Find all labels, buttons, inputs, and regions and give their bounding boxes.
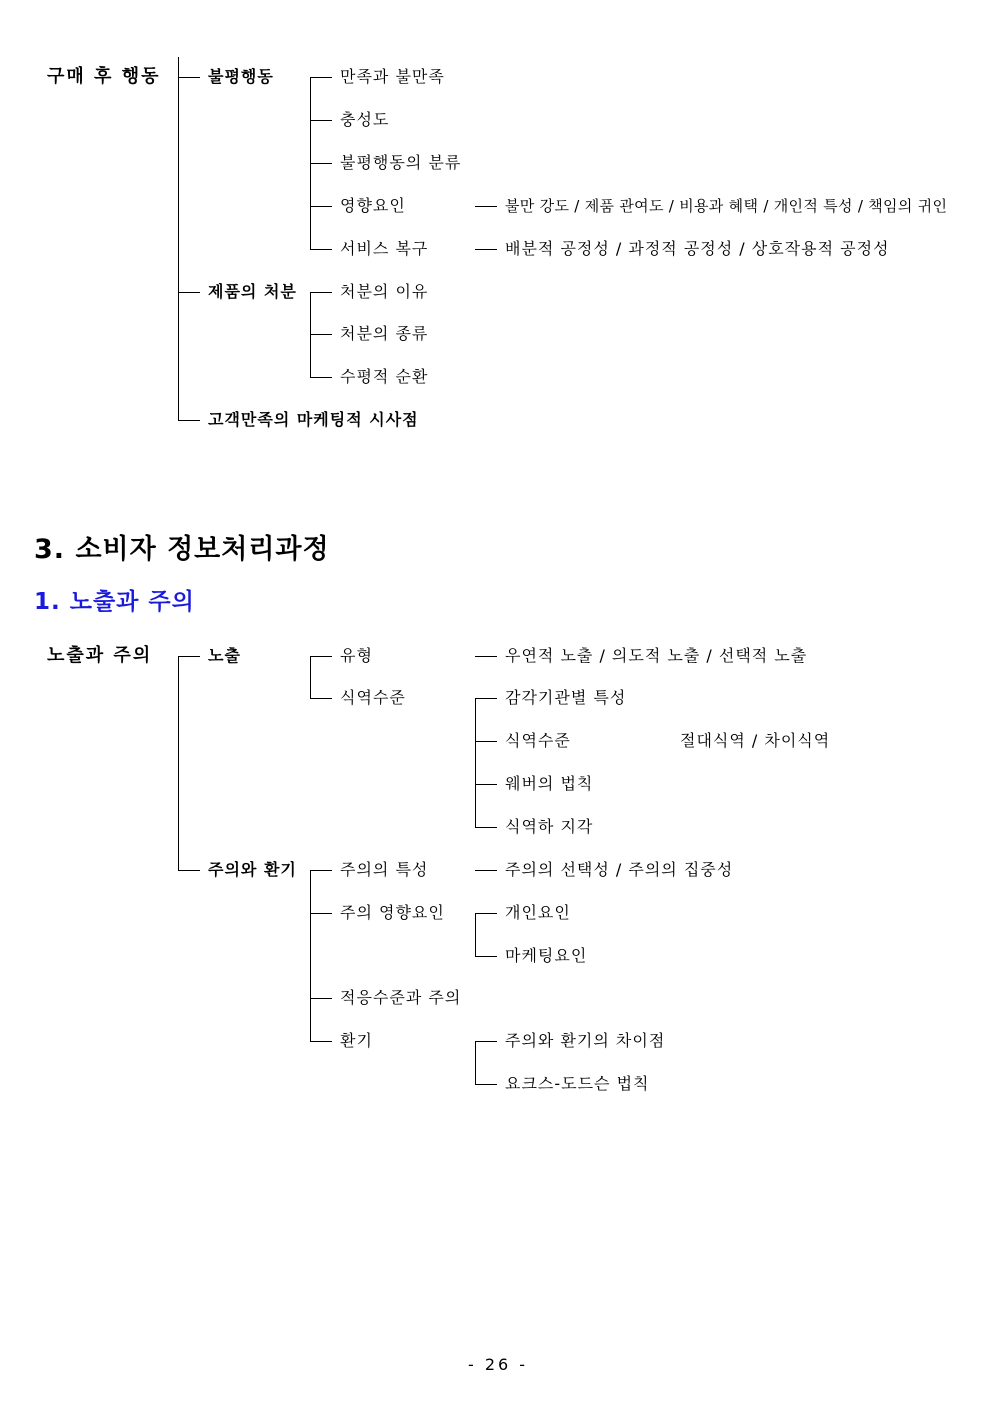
node-influence-factors: 영향요인 [340,196,406,215]
node-weber-law: 웨버의 법칙 [505,774,594,793]
node-attention-traits: 주의의 특성 [340,860,429,879]
connector [178,656,179,870]
node-sensory-traits: 감각기관별 특성 [505,688,627,707]
detail-attention-traits: 주의의 선택성 / 주의의 집중성 [505,860,734,879]
connector [178,57,179,421]
connector [310,1041,332,1042]
connector [310,913,332,914]
connector [475,656,497,657]
node-yerkes-dodson: 요크스-도드슨 법칙 [505,1074,650,1093]
connector [310,870,311,1041]
connector [310,163,332,164]
node-marketing-factors: 마케팅요인 [505,946,588,965]
node-subliminal-perception: 식역하 지각 [505,817,594,836]
connector [310,77,332,78]
node-complaint-classification: 불평행동의 분류 [340,153,462,172]
node-attention-factors: 주의 영향요인 [340,903,445,922]
detail-exposure-type: 우연적 노출 / 의도적 노출 / 선택적 노출 [505,646,808,665]
connector [178,77,200,78]
connector [475,913,497,914]
detail-influence-factors: 불만 강도 / 제품 관여도 / 비용과 혜택 / 개인적 특성 / 책임의 귀인 [505,197,948,215]
connector [475,956,497,957]
connector [178,292,200,293]
chapter-heading: 3. 소비자 정보처리과정 [34,534,330,565]
tree-root-exposure-attention: 노출과 주의 [47,645,153,666]
connector [178,656,200,657]
connector [310,292,332,293]
node-threshold-level: 식역수준 [340,688,406,707]
node-loyalty: 충성도 [340,110,390,129]
connector [178,420,200,421]
subsection-heading: 1. 노출과 주의 [34,589,195,615]
connector [178,870,200,871]
branch-complaint-behavior: 불평행동 [208,67,274,86]
node-attention-arousal-diff: 주의와 환기의 차이점 [505,1031,666,1050]
tree-root-post-purchase: 구매 후 행동 [47,66,161,87]
connector [475,249,497,250]
connector [310,656,332,657]
node-disposal-type: 처분의 종류 [340,324,429,343]
connector [475,741,497,742]
connector [475,913,476,956]
connector [475,1041,497,1042]
connector [475,698,497,699]
node-personal-factors: 개인요인 [505,903,571,922]
connector [310,870,332,871]
connector [310,656,311,698]
connector [475,870,497,871]
connector [310,206,332,207]
connector [475,698,476,828]
connector [475,827,497,828]
connector [475,784,497,785]
node-lateral-cycling: 수평적 순환 [340,367,429,386]
branch-product-disposal: 제품의 처분 [208,282,297,301]
connector [310,120,332,121]
node-satisfaction: 만족과 불만족 [340,67,445,86]
connector [475,1084,497,1085]
node-disposal-reason: 처분의 이유 [340,282,429,301]
connector [310,249,332,250]
connector [310,334,332,335]
node-arousal: 환기 [340,1031,373,1050]
node-exposure-type: 유형 [340,646,373,665]
connector [475,206,497,207]
branch-satisfaction-implications: 고객만족의 마케팅적 시사점 [208,410,419,429]
connector [475,1041,476,1084]
node-threshold: 식역수준 [505,731,571,750]
connector [310,698,332,699]
branch-exposure: 노출 [208,646,241,665]
node-adaptation-level: 적응수준과 주의 [340,988,462,1007]
branch-attention-arousal: 주의와 환기 [208,860,297,879]
node-service-recovery: 서비스 복구 [340,239,429,258]
connector [310,377,332,378]
detail-threshold-level: 절대식역 / 차이식역 [680,731,831,750]
page-number: - 26 - [468,1355,529,1374]
detail-service-recovery: 배분적 공정성 / 과정적 공정성 / 상호작용적 공정성 [505,239,890,258]
connector [310,998,332,999]
